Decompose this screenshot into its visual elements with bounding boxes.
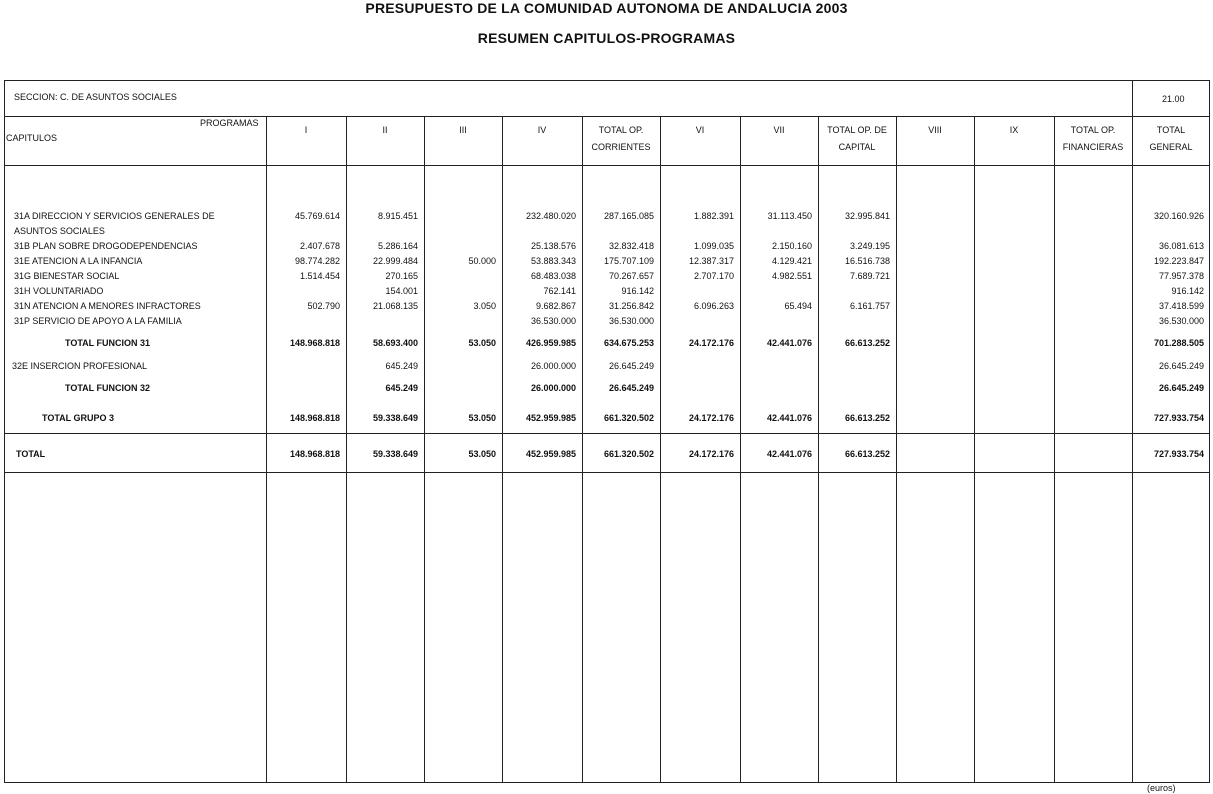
table-row-value: 53.050 [468,413,496,423]
table-row-value: 65.494 [784,301,812,311]
total-row-value: 148.968.818 [289,449,340,459]
table-row-value: 2.150.160 [771,241,812,251]
column-header [1132,122,1210,156]
column-header [974,122,1054,139]
column-header-line: FINANCIERAS [1062,142,1124,152]
table-row-value: 4.982.551 [771,271,812,281]
column-header-line: IV [537,125,547,135]
column-header [1054,122,1132,156]
table-row-value: 661.320.502 [603,413,654,423]
table-row-value: 24.172.176 [688,413,734,423]
table-row-value: 2.407.678 [299,241,340,251]
table-row-value: 426.959.985 [525,338,576,348]
column-header-line: I [304,125,308,135]
table-row-value: 50.000 [468,256,496,266]
header-capitulos: CAPITULOS [6,133,58,143]
table-row-value: 22.999.484 [372,256,418,266]
table-row-value: 59.338.649 [372,413,418,423]
column-divider [896,116,897,783]
table-row-value: 6.161.757 [849,301,890,311]
total-row-value: 53.050 [468,449,496,459]
table-row-value: 1.514.454 [299,271,340,281]
table-row-value: 1.882.391 [693,211,734,221]
table-row-value: 232.480.020 [525,211,576,221]
table-row-value: 26.645.249 [608,383,654,393]
table-row-value: 1.099.035 [693,241,734,251]
rule-below-header [4,165,1210,166]
table-row-value: 26.000.000 [530,361,576,371]
table-row-value: 37.418.599 [1158,301,1204,311]
column-header-line: TOTAL OP. [1070,125,1116,135]
table-row-value: 36.530.000 [1158,316,1204,326]
table-row-label: 31H VOLUNTARIADO [14,286,104,296]
table-row-value: 727.933.754 [1153,413,1204,423]
column-header [582,122,660,156]
table-row-value: 26.645.249 [1158,361,1204,371]
table-row-value: 701.288.505 [1153,338,1204,348]
table-row-label: ASUNTOS SOCIALES [14,226,105,236]
table-row-value: 66.613.252 [844,413,890,423]
column-header-line: TOTAL OP. DE [827,125,887,135]
table-row-value: 3.050 [473,301,496,311]
table-row-value: 36.530.000 [608,316,654,326]
table-row-label: 31B PLAN SOBRE DROGODEPENDENCIAS [14,241,198,251]
table-row-value: 36.081.613 [1158,241,1204,251]
table-row-value: 3.249.195 [849,241,890,251]
column-header-line: II [382,125,388,135]
column-header-line: GENERAL [1149,142,1193,152]
section-label: SECCION: C. DE ASUNTOS SOCIALES [14,92,177,102]
column-divider [1132,80,1133,783]
column-header [818,122,896,156]
rule-below-total [4,472,1210,473]
table-row-value: 21.068.135 [372,301,418,311]
total-row-value: 59.338.649 [372,449,418,459]
table-row-value: 25.138.576 [530,241,576,251]
rule-below-section [4,116,1210,117]
column-header [660,122,740,139]
total-row-value: 727.933.754 [1153,449,1204,459]
section-code: 21.00 [1162,94,1185,104]
table-row-label: TOTAL FUNCION 32 [65,383,151,393]
rule-above-total [4,433,1210,434]
total-row-value: 42.441.076 [766,449,812,459]
table-row-label: 31P SERVICIO DE APOYO A LA FAMILIA [14,316,182,326]
table-row-value: 26.645.249 [608,361,654,371]
table-row-value: 53.883.343 [530,256,576,266]
table-row-value: 2.707.170 [693,271,734,281]
column-header-line: CAPITAL [838,142,876,152]
table-row-label: 31A DIRECCION Y SERVICIOS GENERALES DE [14,211,215,221]
table-row-value: 26.645.249 [1158,383,1204,393]
table-row-value: 24.172.176 [688,338,734,348]
column-header-line: TOTAL OP. [598,125,644,135]
table-row-value: 42.441.076 [766,338,812,348]
table-row-value: 320.160.926 [1153,211,1204,221]
table-row-value: 32.995.841 [844,211,890,221]
table-row-value: 7.689.721 [849,271,890,281]
table-row-value: 645.249 [385,383,418,393]
column-header-line: VIII [928,125,942,135]
table-row-value: 634.675.253 [603,338,654,348]
column-header-line: VII [773,125,785,135]
units-note: (euros) [1147,783,1176,793]
table-row-value: 762.141 [543,286,576,296]
table-row-value: 32.832.418 [608,241,654,251]
table-row-value: 148.968.818 [289,338,340,348]
total-row-value: 66.613.252 [844,449,890,459]
table-row-value: 916.142 [621,286,654,296]
table-row-label: 32E INSERCION PROFESIONAL [12,361,148,371]
column-header-line: CORRIENTES [591,142,651,152]
table-row-value: 270.165 [385,271,418,281]
column-header [266,122,346,139]
page-subtitle: RESUMEN CAPITULOS-PROGRAMAS [477,30,736,46]
table-row-value: 53.050 [468,338,496,348]
table-row-value: 16.516.738 [844,256,890,266]
table-row-value: 148.968.818 [289,413,340,423]
table-row-label: 31E ATENCION A LA INFANCIA [14,256,143,266]
total-row-value: 452.959.985 [525,449,576,459]
table-row-value: 12.387.317 [688,256,734,266]
column-header [896,122,974,139]
table-row-value: 5.286.164 [377,241,418,251]
table-row-value: 175.707.109 [603,256,654,266]
table-row-value: 66.613.252 [844,338,890,348]
column-divider [974,116,975,783]
header-programas: PROGRAMAS [200,118,259,128]
table-row-value: 70.267.657 [608,271,654,281]
page-title: PRESUPUESTO DE LA COMUNIDAD AUTONOMA DE ANDALUCIA 2003 [365,0,848,16]
table-row-label: TOTAL GRUPO 3 [42,413,115,423]
column-header-line: TOTAL [1156,125,1186,135]
table-row-value: 26.000.000 [530,383,576,393]
budget-table-frame [4,80,1210,783]
table-row-label: 31G BIENESTAR SOCIAL [14,271,120,281]
table-row-value: 192.223.847 [1153,256,1204,266]
column-header [346,122,424,139]
table-row-value: 98.774.282 [294,256,340,266]
column-header [740,122,818,139]
table-row-value: 916.142 [1171,286,1204,296]
table-row-label: TOTAL FUNCION 31 [65,338,151,348]
table-row-value: 6.096.263 [693,301,734,311]
table-row-value: 77.957.378 [1158,271,1204,281]
table-row-value: 645.249 [385,361,418,371]
table-row-label: 31N ATENCION A MENORES INFRACTORES [14,301,201,311]
table-row-value: 31.113.450 [767,211,812,221]
table-row-value: 42.441.076 [766,413,812,423]
table-row-value: 68.483.038 [530,271,576,281]
column-divider [1054,116,1055,783]
table-row-value: 502.790 [307,301,340,311]
table-row-value: 8.915.451 [377,211,418,221]
column-header [424,122,502,139]
column-header-line: III [459,125,467,135]
table-row-value: 58.693.400 [372,338,418,348]
table-row-value: 452.959.985 [525,413,576,423]
table-row-value: 45.769.614 [294,211,340,221]
column-header-line: VI [695,125,705,135]
column-header [502,122,582,139]
table-row-value: 9.682.867 [535,301,576,311]
table-row-value: 287.165.085 [603,211,654,221]
table-row-value: 36.530.000 [530,316,576,326]
total-row-value: 661.320.502 [603,449,654,459]
column-header-line: IX [1009,125,1019,135]
total-row-value: 24.172.176 [688,449,734,459]
table-row-value: 4.129.421 [771,256,812,266]
table-row-value: 31.256.842 [608,301,654,311]
total-row-label: TOTAL [16,449,46,459]
table-row-value: 154.001 [385,286,418,296]
